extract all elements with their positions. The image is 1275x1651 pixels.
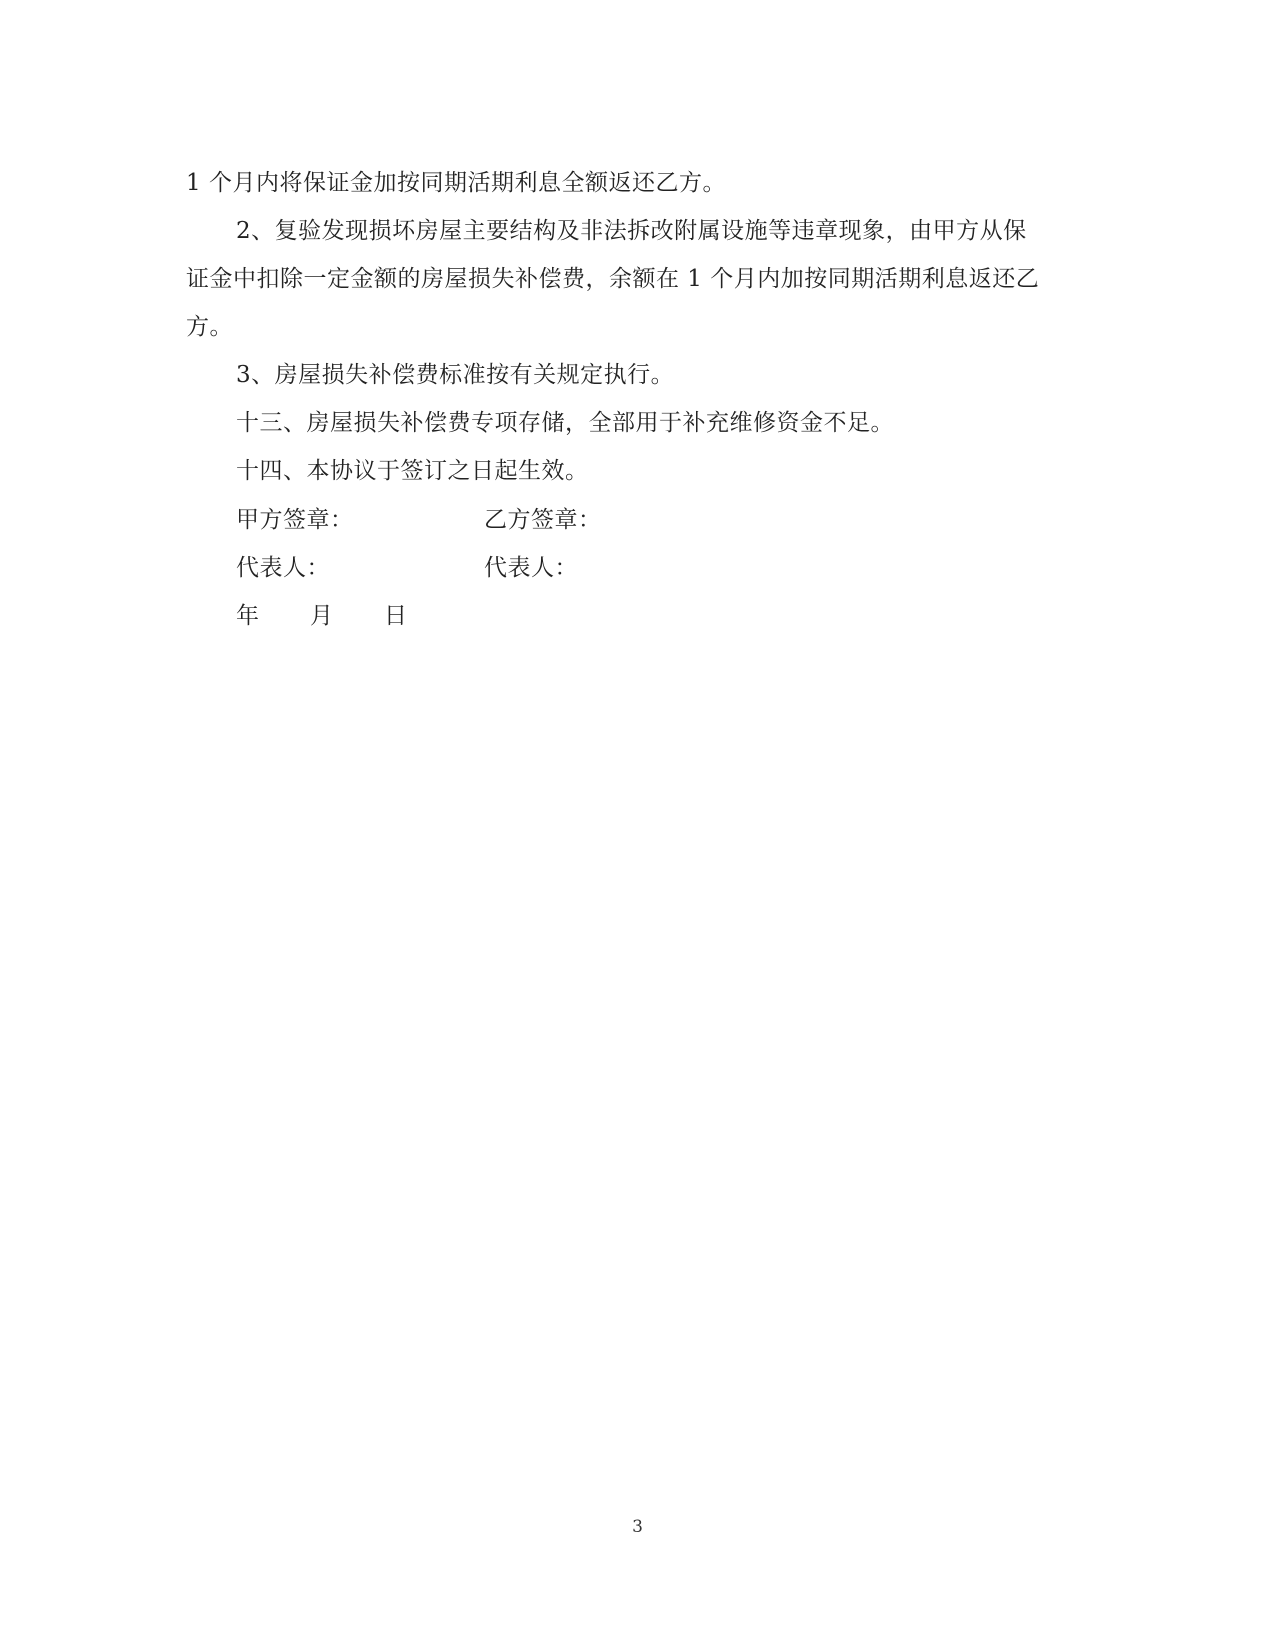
paragraph-line: 证金中扣除一定金额的房屋损失补偿费，余额在 1 个月内加按同期活期利息返还乙 [186,266,1040,292]
date-day-label: 日 [384,603,408,629]
party-b-seal-label: 乙方签章： [484,507,602,533]
paragraph-line: 十四、本协议于签订之日起生效。 [236,458,589,484]
paragraph-line: 1 个月内将保证金加按同期活期利息全额返还乙方。 [186,170,726,196]
party-a-seal-label: 甲方签章： [236,507,354,533]
paragraph-line: 2、复验发现损坏房屋主要结构及非法拆改附属设施等违章现象，由甲方从保 [236,218,1027,244]
paragraph-line: 十三、房屋损失补偿费专项存储，全部用于补充维修资金不足。 [236,410,894,436]
party-b-representative-label: 代表人： [484,555,578,581]
date-month-label: 月 [310,603,334,629]
date-year-label: 年 [236,603,260,629]
party-a-representative-label: 代表人： [236,555,330,581]
paragraph-line: 方。 [186,314,233,340]
page-number: 3 [632,1517,643,1537]
paragraph-line: 3、房屋损失补偿费标准按有关规定执行。 [236,362,675,388]
